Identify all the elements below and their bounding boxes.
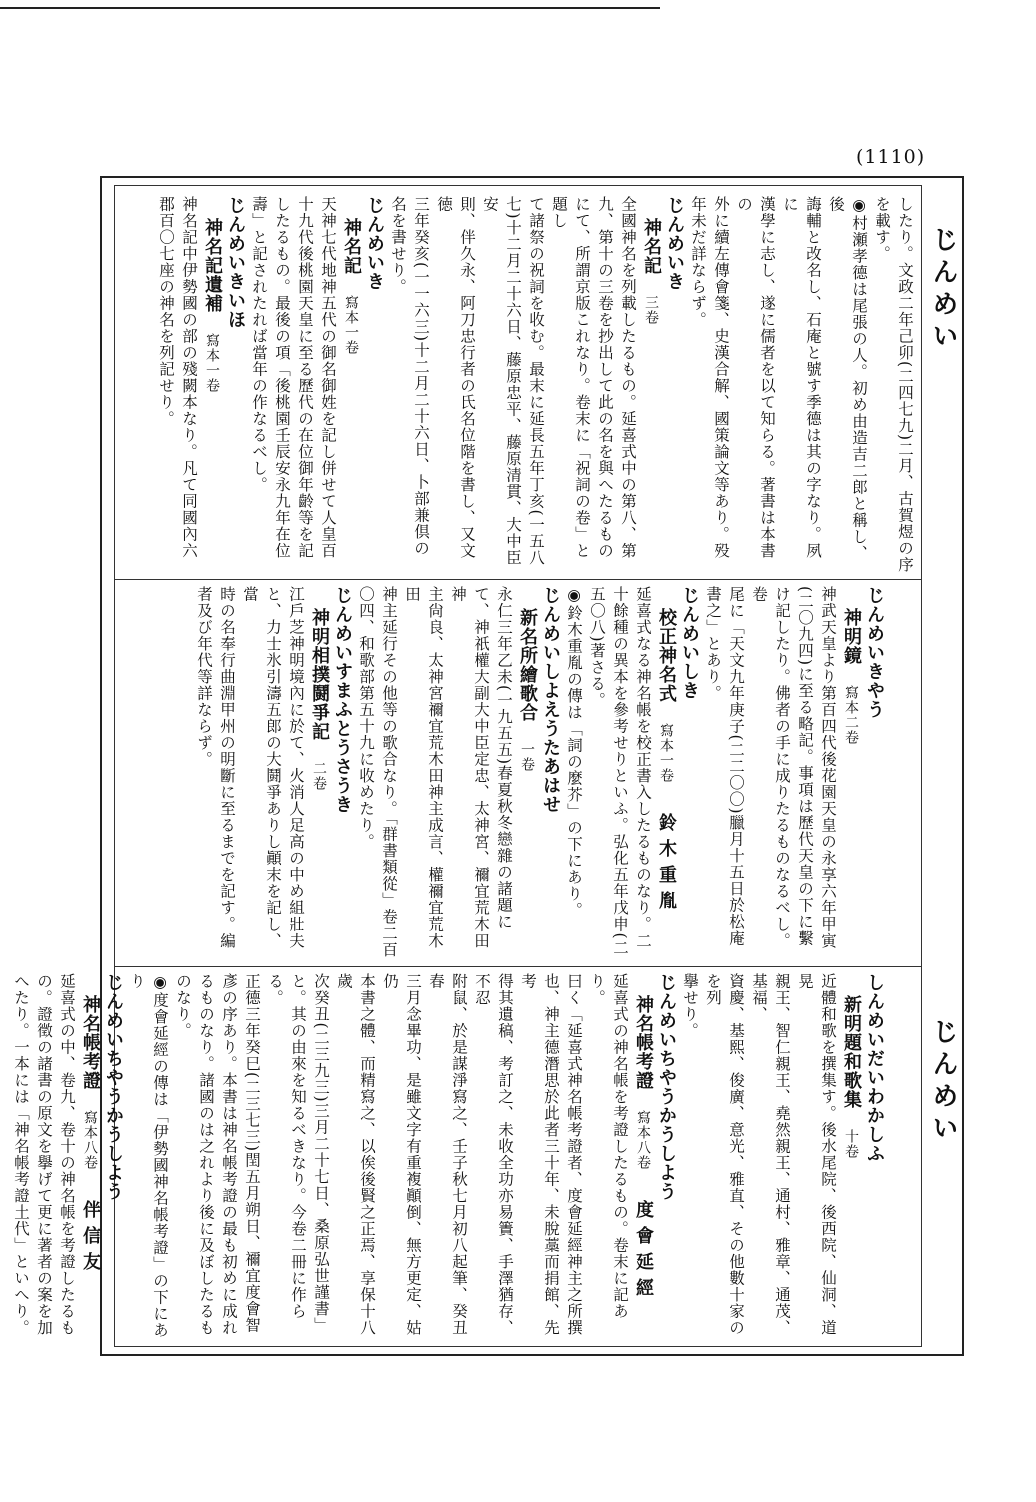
entry-title-line [631,973,655,1341]
entry-title-line [839,586,863,960]
body-text-line: ◉村瀬孝德は尾張の人。初め由造吉二郎と稱し、後 [827,196,868,562]
body-text-line: 神武天皇より第百四代後花園天皇の永享六年甲寅 [819,586,837,949]
entry-headword: じんめいき [364,196,385,291]
body-text-line: の。證徵の諸書の原文を擧げて更に著者の案を加 [35,973,53,1336]
body-text-line: 七)十二月二十六日、藤原忠平、藤原清貫、大中臣安 [481,196,522,567]
entry-volume: 二卷 [311,761,327,791]
entry-volume: 寫本一卷 [343,295,359,355]
body-text-line: 三月念畢功、是雖文字有重複顚倒、無方更定、姑仍 [381,973,422,1336]
body-text-line: 得其遺稿、考訂之、未收全功亦易簀、手澤猶存、不忍 [473,973,514,1336]
body-text-line: ◉鈴木重胤の傳は「詞の麼芥」の下にあり。 [565,586,583,919]
body-text-line: 誨輔と改名し、石庵と號す季德は其の字なり。夙に [781,196,822,559]
body-text-line: 九、第十の三卷を抄出して此の名を與へたるもの [596,196,614,559]
entry-title: 神名帳考證 [80,995,101,1090]
body-text-line: へたり。一本には「神名帳考證土代」といへり。 [12,973,30,1336]
body-text-line: したり。文政二年己卯(二四七九)二月、古賀煜の序 [896,196,914,574]
body-text-line: 延喜式の神名帳を考證したるもの。卷末に記あり。 [588,973,629,1320]
body-text-line: 漢學に志し、遂に儒者を以て知らる。著書は本書の [735,196,776,559]
entry-title: 新明題和歌集 [841,995,862,1109]
body-text-line: 資慶、基熙、俊廣、意光、雅直、その他數十家のを列 [704,973,745,1336]
body-text-line: て、神祇權大副大中臣定忠、太神宮、禰宜荒木田神 [449,586,490,949]
body-text-line: 外に續左傳會箋、史漢合解、國策論文等あり。殁 [712,196,730,559]
body-text-line: 者及び年代等詳ならず。 [195,586,213,768]
body-text-line: 五〇八)著さる。 [588,586,606,709]
body-text-line: 三年癸亥(一一六三)十二月二十六日、卜部兼倶の [412,196,430,557]
body-text-line: にて、所謂京版これなり。卷末に「祝詞の卷」と題し [550,196,591,559]
entry-headword: じんめいすまふとうさうき [332,586,353,814]
body-text-line: け記したり。佛者の手に成りたるものなるべし。卷 [750,586,791,949]
body-text-line: を載す。 [873,196,891,262]
entry-title-line [839,973,863,1341]
entry-title-line [639,196,663,574]
body-text-line: したるもの。最後の項「後桃園壬辰安永九年在位 [273,196,291,559]
entry-volume: 寫本一卷 [658,723,674,783]
section-divider [114,579,922,580]
entry-headword: じんめいきやう [864,586,885,719]
entry-title: 神明鏡 [841,608,862,665]
body-text-line: 神名記中伊勢國の部の殘闕本なり。凡て同國內六 [180,196,198,559]
entry-title: 神名帳考證 [633,995,654,1090]
entry-headword: じんめいちやうかうしよう [656,973,677,1201]
body-text-line: 神主延行その他等の歌合なり。「群書類從」卷二百 [380,586,398,958]
entry-headword: じんめいしよえうたあはせ [540,586,561,814]
body-text-line: ◉度會延經の傳は「伊勢國神名帳考證」の下にあり [128,973,169,1339]
body-text-line: て諸祭の祝詞を收む。最末に延長五年丁亥(一五八 [527,196,545,567]
running-header-bottom: じんめい [928,1018,958,1146]
body-text-line: 也、神主德潛思於此者三十年、未脫藁而捐館、先考 [519,973,560,1336]
body-text-line: 延喜式なる神名帳を校正書入したるものなり。二 [634,586,652,949]
body-text-line: 彥の序あり。本書は神名帳考證の最も初めに成れ [220,973,238,1336]
section-divider [114,966,922,967]
page-number: (1110) [856,146,926,168]
body-text-line: 尾に「天文九年庚子(二二〇〇)臘月十五日於松庵 [727,586,745,947]
body-text-line: 十餘種の異本を參考せりといふ。弘化五年戊申(二 [611,586,629,957]
entry-author: 伴信友 [80,1200,101,1278]
entry-headword: しんめいだいわかしふ [864,973,885,1163]
entry-volume: 一卷 [519,742,535,772]
entry-title-line [654,586,678,960]
body-text-line: 正德三年癸巳(二三七三)閏五月朔日、禰宜度會智 [243,973,261,1334]
entry-volume: 寫本八卷 [82,1110,98,1170]
body-text-line: 親王、智仁親王、堯然親王、通村、雅章、通茂、基福、 [750,973,791,1336]
entry-volume: 寫本一卷 [204,333,220,393]
body-text-line: (二〇九四)に至る略記。事項は歷代天皇の下に繫 [796,586,814,947]
entry-headword: じんめいき [664,196,685,291]
body-text-line: 郡百〇七座の神名を列記せり。 [157,196,175,427]
entry-author: 鈴木重胤 [656,813,677,917]
body-text-line: 江戶芝神明境內に於て、火消人足高の中め組壯夫 [287,586,305,949]
entry-title: 神名記 [341,218,362,275]
body-text-line: 曰く「延喜式神名帳考證者、度會延經神主之所撰 [565,973,583,1336]
body-text-line: 壽」と記されたれば當年の作なるべし。 [250,196,268,493]
body-text-line: 〇四、和歌部第五十九に收めたり。 [357,586,375,850]
entry-title-line [307,586,331,960]
entry-title: 神明相撲鬪爭記 [309,608,330,741]
top-rule [0,7,660,9]
body-text-line: 永仁三年乙未(一九五五)春夏秋冬戀雜の諸題に [495,586,513,931]
body-text-line: 擧せり。 [681,973,699,1039]
body-text-line: 天神七代地神五代の御名御姓を記し併せて人皇百 [319,196,337,559]
column-section-3 [12,973,886,1341]
entry-title-line [339,196,363,574]
entry-title: 神名記遺補 [202,218,223,313]
running-header-top: じんめい [928,226,958,354]
body-text-line: 近體和歌を撰集す。後水尾院、後西院、仙洞、道晃 [796,973,837,1336]
entry-title-line [78,973,102,1341]
body-text-line: るものなり。諸國のは之れより後に及ぼしたるも [197,973,215,1336]
entry-volume: 寫本二卷 [843,685,859,745]
body-text-line: 附鼠、於是謀淨寫之、壬子秋七月初八起筆、癸丑春 [427,973,468,1336]
entry-volume: 十卷 [843,1129,859,1159]
body-text-line: 十九代後桃園天皇に至る歷代の在位御年齡等を記 [296,196,314,559]
entry-title: 校正神名式 [656,608,677,703]
entry-author: 度會延經 [633,1200,654,1304]
entry-title-line [515,586,539,960]
entry-title-line [200,196,224,574]
body-text-line: と。其の由來を知るべきなり。今卷二冊に作らる。 [266,973,307,1320]
body-text-line: 年未だ詳ならず。 [689,196,707,328]
body-text-line: のなり。 [174,973,192,1039]
entry-volume: 寫本八卷 [635,1110,651,1170]
column-section-1 [126,196,916,574]
body-text-line: 時の名奉行曲淵甲州の明斷に至るまでを記す。編 [218,586,236,949]
body-text-line: 本書之體、而精寫之、以俟後賢之正焉、享保十八歲 [335,973,376,1336]
entry-title: 新名所繪歌合 [517,608,538,722]
entry-volume: 三卷 [643,295,659,325]
body-text-line: 名を書せり。 [389,196,407,295]
body-text-line: 則、伴久永、阿刀忠行者の氏名位階を書し、又文徳 [435,196,476,559]
body-text-line: と、力士氷引濤五郎の大鬪爭ありし顚末を記し、當 [241,586,282,949]
body-text-line: 延喜式の中、卷九、卷十の神名帳を考證したるも [58,973,76,1336]
entry-title: 神名記 [641,218,662,275]
body-text-line: 書之」とあり。 [704,586,722,702]
body-text-line: 全國神名を列載したるもの。延喜式中の第八、第 [619,196,637,559]
body-text-line: 次癸丑(二三九三)三月二十七日、桑原弘世謹書」 [312,973,330,1334]
entry-headword: じんめいきいほ [225,196,246,329]
column-section-2 [126,586,886,960]
body-text-line: 主尙良、太神宮禰宜荒木田神主成言、權禰宜荒木田 [403,586,444,949]
entry-headword: じんめいしき [679,586,700,700]
entry-headword: じんめいちやうかうしよう [103,973,124,1201]
